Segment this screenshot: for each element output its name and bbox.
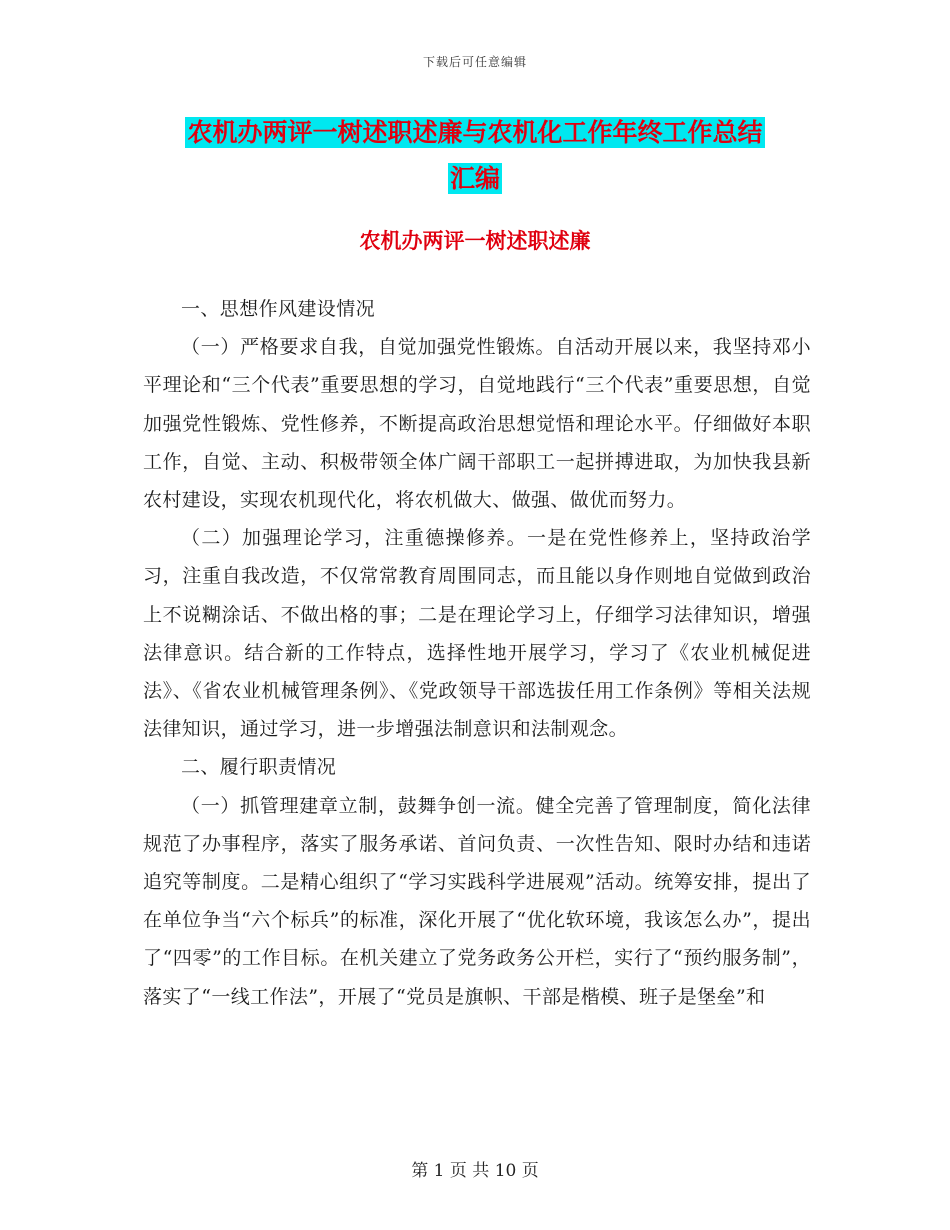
document-title	[0, 110, 950, 202]
page-header-note: 下载后可任意编辑	[422, 55, 527, 69]
paragraph: （一）严格要求自我，自觉加强党性锻炼。自活动开展以来，我坚持邓小平理论和“三个代表”重要思想的学习，自觉地践行“三个代表”重要思想，自觉加强党性锻炼、党性修养，不断提高政治思想觉悟和理论水平。仔细做好本职工作，自觉、主动、积极带领全体广阔干部职工一起拼搏进取，为加快我县新农村建设，实现农机现代化，将农机做大、做强、做优而努力。	[143, 336, 811, 512]
page-number: 第 1 页 共 10 页	[411, 1161, 539, 1181]
heading-ideology: 一、思想作风建设情况	[181, 298, 376, 320]
document-title-line-2: 汇编	[449, 164, 500, 193]
document-title-line-1: 农机办两评一树述职述廉与农机化工作年终工作总结	[187, 118, 763, 147]
document-body	[143, 290, 811, 1016]
paragraph: （二）加强理论学习，注重德操修养。一是在党性修养上，坚持政治学习，注重自我改造，不仅常常教育周围同志，而且能以身作则地自觉做到政治上不说糊涂话、不做出格的事；二是在理论学习上，仔细学习法律知识，增强法律意识。结合新的工作特点，选择性地开展学习，学习了《农业机械促进法》、《省农业机械管理条例》、《党政领导干部选拔任用工作条例》等相关法规法律知识，通过学习，进一步增强法制意识和法制观念。	[143, 527, 811, 741]
section-title: 农机办两评一树述职述廉	[359, 228, 591, 253]
heading-duties: 二、履行职责情况	[181, 756, 337, 779]
paragraph: （一）抓管理建章立制，鼓舞争创一流。健全完善了管理制度，简化法律规范了办事程序，落实了服务承诺、首问负责、一次性告知、限时办结和违诺追究等制度。二是精心组织了“学习实践科学进展观”活动。统筹安排，提出了在单位争当“六个标兵”的标准，深化开展了“优化软环境，我该怎么办”，提出了“四零”的工作目标。在机关建立了党务政务公开栏，实行了“预约服务制”，落实了“一线工作法”，开展了“党员是旗帜、干部是楷模、班子是堡垒”和	[143, 794, 811, 1008]
